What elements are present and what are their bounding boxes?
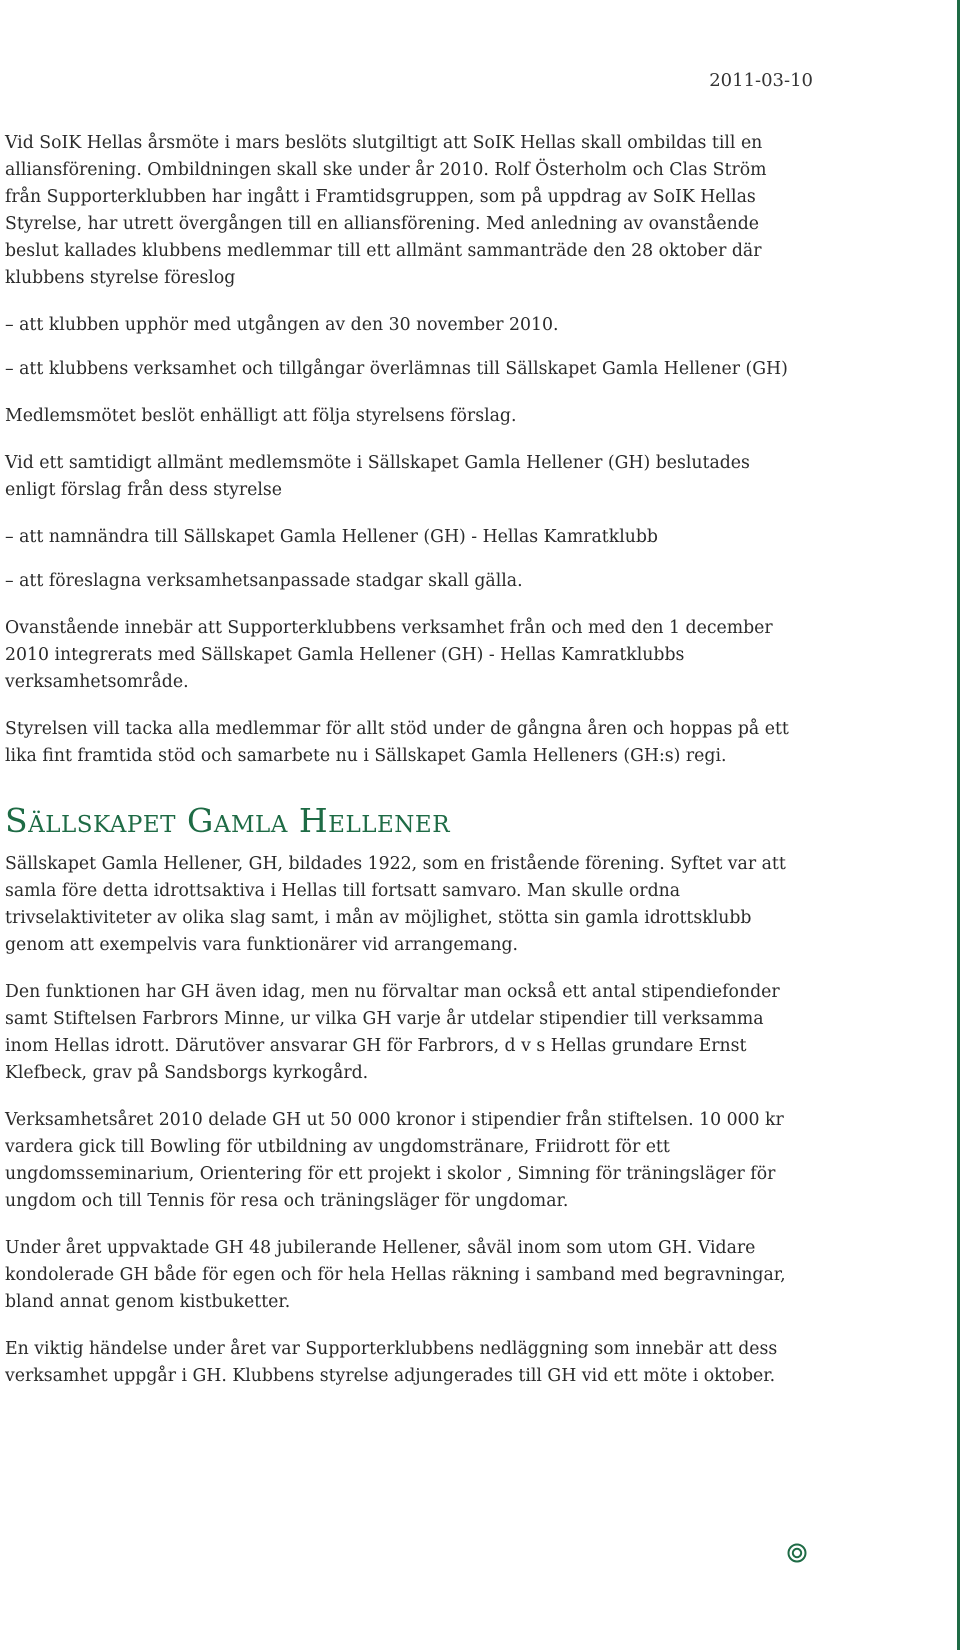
proposal-item-2: – att klubbens verksamhet och tillgångar överlämnas till Sällskapet Gamla Hellener (GH) [5,359,788,379]
section-heading: Sällskapet Gamla Hellener [5,801,451,840]
proposal-item-3: – att namnändra till Sällskapet Gamla Hellener (GH) - Hellas Kamratklubb [5,527,658,547]
proposal-item-1: – att klubben upphör med utgången av den 30 november 2010. [5,315,559,335]
proposal-item-4: – att föreslagna verksamhetsanpassade stadgar skall gälla. [5,571,523,591]
section-paragraph-2: Den funktionen har GH även idag, men nu förvaltar man också ett antal stipendiefonder samt Stiftelsen Farbrors Minne, ur vilka GH varje år utdelar stipendier till verksamma inom Hellas idrott. Därutöver ansvarar GH för Farbrors, d v s Hellas grundare Ernst Klefbeck, grav på Sandsborgs kyrkogård. [5,982,780,1083]
section-paragraph-4: Under året uppvaktade GH 48 jubilerande Hellener, såväl inom som utom GH. Vidare kondolerade GH både för egen och för hela Hellas räkning i samband med begravningar, bland annat genom kistbuketter. [5,1238,786,1312]
intro-paragraph-3: Vid ett samtidigt allmänt medlemsmöte i Sällskapet Gamla Hellener (GH) beslutades enligt förslag från dess styrelse [5,453,750,500]
intro-paragraph-1: Vid SoIK Hellas årsmöte i mars beslöts slutgiltigt att SoIK Hellas skall ombildas till en alliansförening. Ombildningen skall ske under år 2010. Rolf Österholm och Clas Ström från Supporterklubben har ingått i Framtidsgruppen, som på uppdrag av SoIK Hellas Styrelse, har utrett övergången till en alliansförening. Med anledning av ovanstående beslut kallades klubbens medlemmar till ett allmänt sammanträde den 28 oktober där klubbens styrelse föreslog [5,133,767,288]
document-date: 2011-03-10 [709,70,813,91]
intro-paragraph-4: Ovanstående innebär att Supporterklubbens verksamhet från och med den 1 december 2010 integrerats med Sällskapet Gamla Hellener (GH) - Hellas Kamratklubbs verksamhetsområde. [5,618,773,692]
section-paragraph-3: Verksamhetsåret 2010 delade GH ut 50 000 kronor i stipendier från stiftelsen. 10 000 kr vardera gick till Bowling för utbildning av ungdomstränare, Friidrott för ett ungdomsseminarium, Orientering för ett projekt i skolor , Simning för träningsläger för ungdom och till Tennis för resa och träningsläger för ungdomar. [5,1110,784,1211]
intro-paragraph-2: Medlemsmötet beslöt enhälligt att följa styrelsens förslag. [5,406,517,426]
intro-paragraph-5: Styrelsen vill tacka alla medlemmar för allt stöd under de gångna åren och hoppas på ett lika fint framtida stöd och samarbete nu i Sällskapet Gamla Helleners (GH:s) regi. [5,719,789,766]
club-logo-icon [787,1543,807,1563]
section-paragraph-1: Sällskapet Gamla Hellener, GH, bildades 1922, som en fristående förening. Syftet var att samla före detta idrottsaktiva i Hellas till fortsatt samvaro. Man skulle ordna trivselaktiviteter av olika slag samt, i mån av möjlighet, stötta sin gamla idrottsklubb genom att exempelvis vara funktionärer vid arrangemang. [5,854,786,955]
section-paragraph-5: En viktig händelse under året var Supporterklubbens nedläggning som innebär att dess verksamhet uppgår i GH. Klubbens styrelse adjungerades till GH vid ett möte i oktober. [5,1339,778,1386]
document-body [5,130,805,1410]
